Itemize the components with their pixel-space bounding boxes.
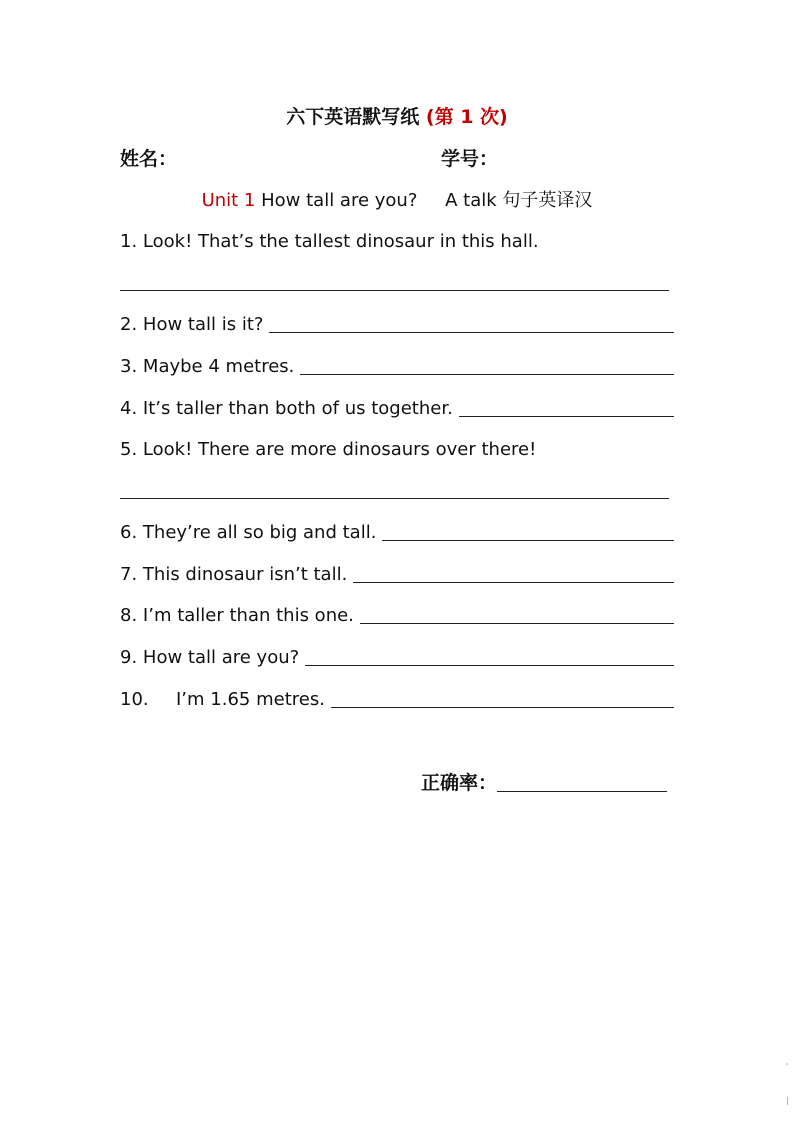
question-text: I’m 1.65 metres. (176, 689, 325, 710)
question-text: They’re all so big and tall. (142, 522, 377, 543)
question-number: 2. (120, 314, 138, 335)
answer-line-6[interactable] (382, 522, 674, 541)
question-2 (120, 313, 674, 337)
page-title (0, 104, 794, 130)
question-text: This dinosaur isn’t tall. (142, 564, 348, 585)
edge-mark: ' (786, 1062, 789, 1071)
answer-line-8[interactable] (360, 605, 674, 624)
question-text: Maybe 4 metres. (142, 356, 295, 377)
question-number: 10. (120, 689, 149, 710)
question-3 (120, 355, 674, 379)
question-10 (120, 688, 674, 712)
unit-subtitle (0, 188, 794, 214)
accuracy-field (421, 770, 667, 796)
question-number: 3. (120, 356, 138, 377)
name-label: 姓名： (120, 148, 178, 170)
question-8 (120, 604, 674, 628)
answer-line-2[interactable] (269, 314, 674, 333)
student-id-label: 学号： (441, 148, 499, 170)
answer-line-5[interactable] (120, 498, 669, 499)
question-5 (120, 438, 674, 462)
question-number: 5. (120, 439, 138, 460)
question-number: 1. (120, 231, 138, 252)
question-6 (120, 521, 674, 545)
question-number: 6. (120, 522, 138, 543)
question-number: 4. (120, 398, 138, 419)
question-text: I’m taller than this one. (142, 605, 354, 626)
question-9 (120, 646, 674, 670)
accuracy-label: 正确率： (421, 772, 498, 794)
question-text: How tall is it? (142, 314, 264, 335)
unit-question: How tall are you? (261, 190, 418, 211)
question-text: How tall are you? (142, 647, 300, 668)
accuracy-blank[interactable] (497, 773, 667, 792)
question-text: Look! That’s the tallest dinosaur in this hall. (142, 231, 539, 252)
question-4 (120, 397, 674, 421)
answer-line-10[interactable] (331, 689, 674, 708)
question-7 (120, 563, 674, 587)
question-number: 8. (120, 605, 138, 626)
answer-line-7[interactable] (353, 564, 674, 583)
task-label: 句子英译汉 (502, 190, 593, 211)
answer-line-1[interactable] (120, 290, 669, 291)
edge-mark: | (786, 1096, 789, 1105)
question-text: Look! There are more dinosaurs over there! (142, 439, 537, 460)
question-1 (120, 230, 674, 254)
question-text: It’s taller than both of us together. (142, 398, 453, 419)
question-number: 7. (120, 564, 138, 585)
answer-line-4[interactable] (459, 398, 674, 417)
title-count: (第 1 次) (425, 106, 508, 128)
answer-line-3[interactable] (300, 356, 674, 375)
answer-line-9[interactable] (305, 647, 674, 666)
title-main: 六下英语默写纸 (286, 106, 420, 128)
section-label: A talk (445, 190, 497, 211)
question-number: 9. (120, 647, 138, 668)
unit-label: Unit 1 (201, 190, 256, 211)
